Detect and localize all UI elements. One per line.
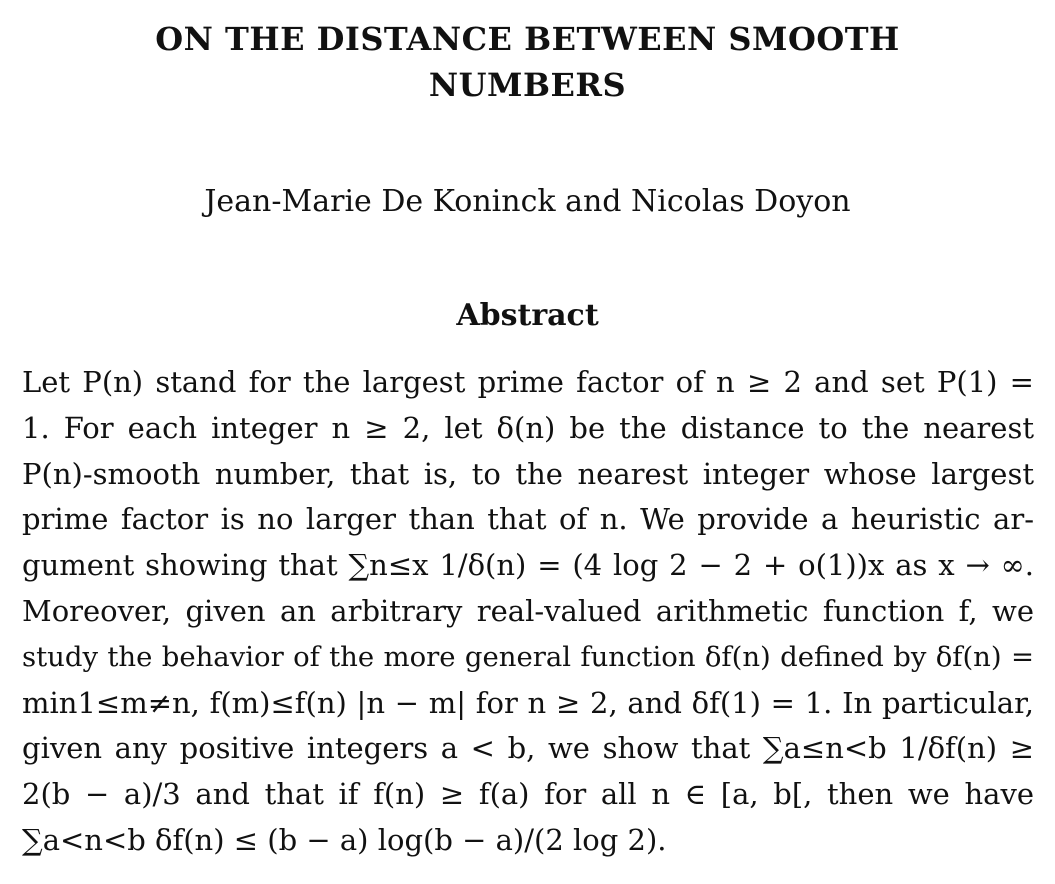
abstract-line: ∑a<n<b δf(n) ≤ (b − a) log(b − a)/(2 log 2). — [22, 822, 667, 857]
paper-title — [0, 16, 1055, 108]
title-line-2: NUMBERS — [428, 66, 627, 104]
abstract-body — [22, 360, 1034, 864]
abstract-line: study the behavior of the more general function δf(n) defined by δf(n) = — [22, 640, 1034, 673]
abstract-line: gument showing that ∑n≤x 1/δ(n) = (4 log 2 − 2 + o(1))x as x → ∞. — [22, 548, 1034, 583]
abstract-line: 1. For each integer n ≥ 2, let δ(n) be the distance to the nearest — [22, 410, 1034, 445]
abstract-line: prime factor is no larger than that of n. We provide a heuristic ar- — [22, 502, 1034, 537]
title-line-1: ON THE DISTANCE BETWEEN SMOOTH — [155, 20, 900, 58]
abstract-line: P(n)-smooth number, that is, to the nearest integer whose largest — [22, 456, 1034, 491]
abstract-line: 2(b − a)/3 and that if f(n) ≥ f(a) for all n ∈ [a, b[, then we have — [22, 777, 1034, 812]
abstract-line: Let P(n) stand for the largest prime factor of n ≥ 2 and set P(1) = — [22, 365, 1034, 399]
abstract-line: min1≤m≠n, f(m)≤f(n) |n − m| for n ≥ 2, and δf(1) = 1. In particular, — [22, 685, 1034, 720]
abstract-heading: Abstract — [456, 298, 599, 333]
abstract-line: Moreover, given an arbitrary real-valued arithmetic function f, we — [22, 593, 1034, 628]
abstract-line: given any positive integers a < b, we show that ∑a≤n<b 1/δf(n) ≥ — [22, 731, 1034, 766]
author-list: Jean-Marie De Koninck and Nicolas Doyon — [204, 184, 851, 219]
